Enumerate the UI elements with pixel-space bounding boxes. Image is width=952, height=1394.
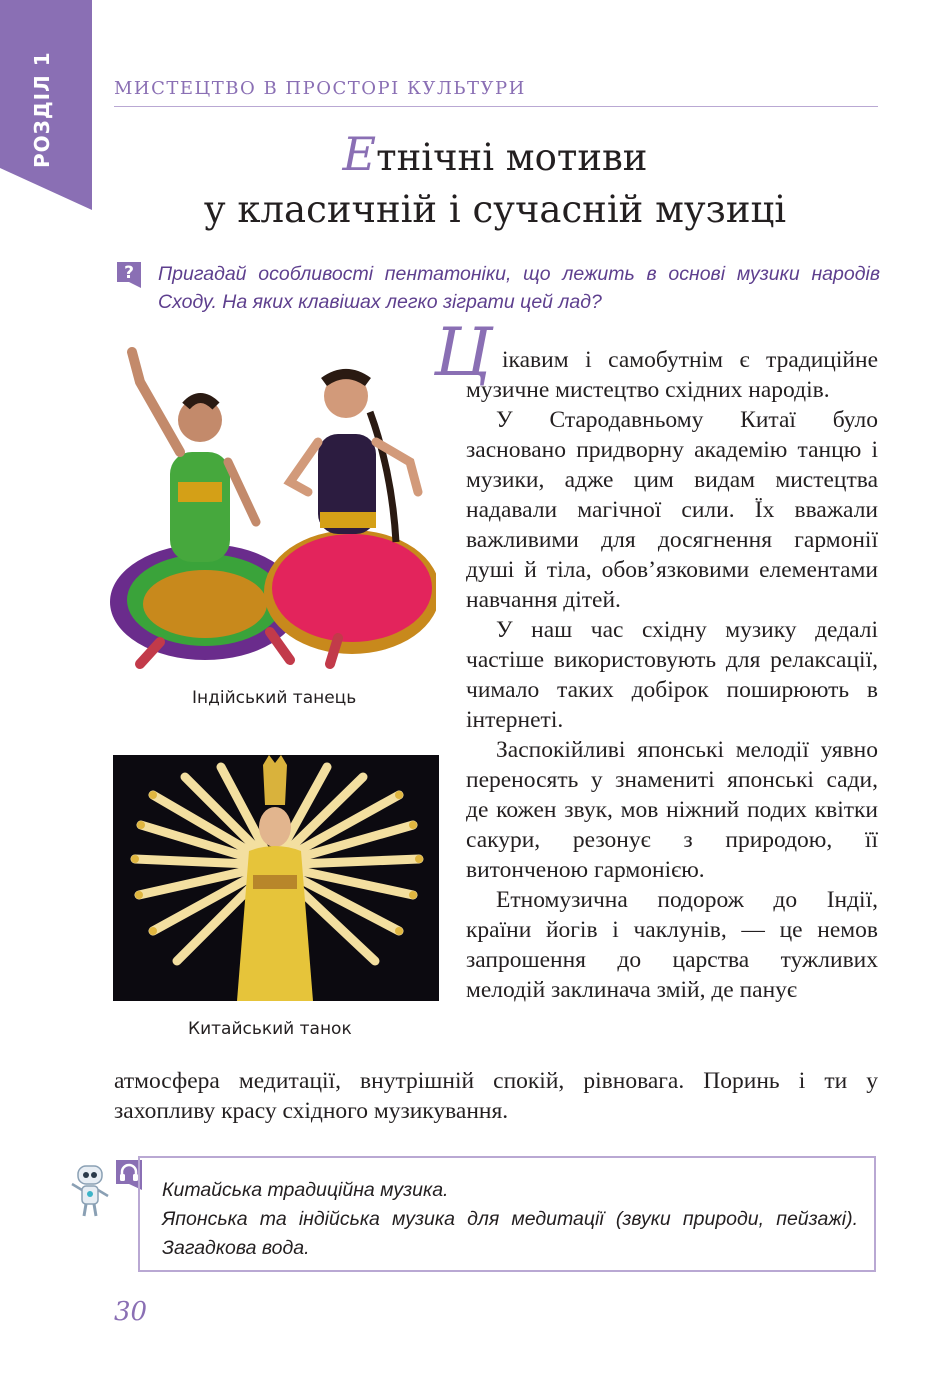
indian-dance-caption: Індійський танець (192, 688, 357, 708)
paragraph-5-start: Етномузична подорож до Індії, країни йогів і чаклунів, — це немов запрошення до царства тужливих мелодій заклинача змій, де панує (466, 887, 878, 1003)
listening-list (162, 1176, 858, 1263)
paragraph-4: Заспокійливі японські мелодії уявно переносять у знамениті японські сади, де кожен звук, мов ніжний подих квітки сакури, резонує з природою, її витонченою гармонією. (466, 737, 878, 883)
paragraph-3: У наш час східну музику дедалі частіше використовують для релаксації, чимало таких добірок поширюють в інтернеті. (466, 617, 878, 733)
page-number: 30 (114, 1297, 148, 1327)
question-badge-label: ? (124, 263, 134, 283)
drop-cap: Ц (434, 314, 492, 391)
paragraph-2: У Стародавньому Китаї було засновано придворну академію танцю і музики, адже цим видам мистецтва надавали магічної сили. Їх вважали важливими для досягнення гармонії душі й тіла, обов’язковими елементами навчання дітей. (466, 407, 878, 613)
listening-item-2: Японська та індійська музика для медитації (звуки природи, пейзажі). Загадкова вода. (162, 1208, 858, 1259)
chinese-dance-caption: Китайський танок (188, 1019, 352, 1039)
main-text-column (466, 345, 878, 1005)
title-line2: у класичній і сучасній музиці (203, 188, 787, 231)
section-tab-label: РОЗДІЛ 1 (30, 51, 54, 168)
section-divider (114, 106, 878, 107)
question-text: Пригадай особливості пентатоніки, що лежить в основі музики народів Сходу. На яких клавішах легко зіграти цей лад? (158, 263, 880, 313)
page-title (140, 128, 850, 236)
listening-item-1: Китайська традиційна музика. (162, 1179, 449, 1201)
indian-dance-image (100, 342, 436, 672)
title-initial: Е (342, 127, 377, 181)
robot-icon (68, 1162, 112, 1218)
chinese-dance-image (113, 755, 439, 1001)
paragraph-1: ікавим і самобутнім є традиційне музичне мистецтво східних народів. (466, 347, 878, 403)
paragraph-5-continuation-block (114, 1066, 878, 1126)
paragraph-5-continuation: атмосфера медитації, внутрішній спокій, рівновага. Поринь і ти у захопливу красу східного музикування. (114, 1068, 878, 1124)
section-title: МИСТЕЦТВО В ПРОСТОРІ КУЛЬТУРИ (114, 78, 526, 99)
title-line1: тнічні мотиви (376, 136, 648, 179)
